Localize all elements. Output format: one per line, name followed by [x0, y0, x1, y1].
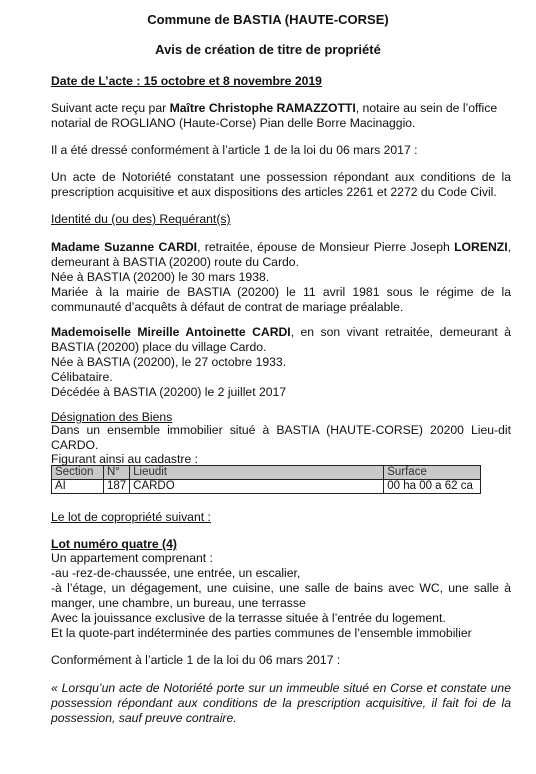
cadastre-label: Figurant ainsi au cadastre :	[51, 452, 199, 466]
cadastre-header-cell: Lieudit	[130, 466, 384, 480]
requerant-2-death: Décédée à BASTIA (20200) le 2 juillet 2017	[51, 385, 287, 399]
notaire-intro-end: , notaire au sein de l’office	[355, 101, 498, 115]
quote-line-2: possession répondant aux conditions de la prescription acquisitive, il fait foi de la	[51, 696, 511, 710]
lot-line: Un appartement comprenant :	[51, 551, 213, 565]
biens-line-2: CARDO.	[51, 438, 99, 452]
requerant-1-comma: ,	[507, 240, 511, 254]
table-row	[52, 480, 481, 494]
lot-line: manger, une chambre, un bureau, une terrasse	[51, 596, 306, 610]
requerant-1-birth: Née à BASTIA (20200) le 30 mars 1938.	[51, 270, 270, 284]
lot-heading: Lot numéro quatre (4)	[51, 537, 177, 551]
requerant-2-birth: Née à BASTIA (20200), le 27 octobre 1933.	[51, 355, 287, 369]
requerant-1-marriage: Mariée à la mairie de BASTIA (20200) le 11 avril 1981 sous le régime de la	[51, 285, 511, 299]
biens-line-1: Dans un ensemble immobilier situé à BASTIA (HAUTE-CORSE) 20200 Lieu-dit	[51, 423, 511, 437]
requerant-2-address: BASTIA (20200) place du village Cardo.	[51, 340, 267, 354]
requerant-1-desc: , retraitée, épouse de Monsieur Pierre Joseph	[197, 240, 455, 254]
cadastre-cell-number: 187	[103, 480, 129, 494]
notaire-intro: Suivant acte reçu par	[51, 101, 170, 115]
copropriete-heading: Le lot de copropriété suivant :	[51, 510, 211, 524]
cadastre-cell-section: AI	[52, 480, 104, 494]
quote-line-1: « Lorsqu’un acte de Notoriété porte sur un immeuble situé en Corse et constate une	[51, 681, 511, 695]
requerant-2-name: Mademoiselle Mireille Antoinette CARDI	[51, 325, 291, 339]
lot-line: Avec la jouissance exclusive de la terrasse située à l’entrée du logement.	[51, 611, 446, 625]
cadastre-header-cell: Surface	[384, 466, 481, 480]
requerant-2-desc: , en son vivant retraitée, demeurant à	[290, 325, 511, 339]
cadastre-header-row	[52, 466, 481, 480]
requerant-1-name: Madame Suzanne CARDI	[51, 240, 198, 254]
requerant-2-line-1	[51, 325, 511, 340]
notaire-office: notarial de ROGLIANO (Haute-Corse) Pian delle Borre Macinaggio.	[51, 116, 416, 130]
notice-title: Avis de création de titre de propriété	[155, 42, 381, 57]
commune-title: Commune de BASTIA (HAUTE-CORSE)	[147, 12, 389, 27]
requerant-1-regime: communauté d’acquêts à défaut de contrat de mariage préalable.	[51, 300, 404, 314]
lot-line: Et la quote-part indéterminée des parties communes de l’ensemble immobilier	[51, 626, 472, 640]
conformement-paragraph: Conformément à l’article 1 de la loi du 06 mars 2017 :	[51, 653, 341, 667]
lot-line: -au -rez-de-chaussée, une entrée, un escalier,	[51, 566, 301, 580]
requerant-1-line-1	[51, 240, 511, 255]
article-paragraph: Il a été dressé conformément à l’article 1 de la loi du 06 mars 2017 :	[51, 143, 418, 157]
requerant-1-address: demeurant à BASTIA (20200) route du Cardo.	[51, 255, 299, 269]
quote-line-3: possession, sauf preuve contraire.	[51, 711, 237, 725]
requerant-2-status: Célibataire.	[51, 370, 113, 384]
biens-heading: Désignation des Biens	[51, 410, 173, 424]
acte-date: Date de L’acte : 15 octobre et 8 novembre 2019	[51, 74, 322, 88]
notoriete-line-1: Un acte de Notoriété constatant une possession répondant aux conditions de la	[51, 170, 511, 184]
cadastre-header-cell: Section	[52, 466, 104, 480]
cadastre-cell-surface: 00 ha 00 a 62 ca	[384, 480, 481, 494]
cadastre-header-cell: N°	[103, 466, 129, 480]
cadastre-cell-lieudit: CARDO	[130, 480, 384, 494]
notaire-paragraph	[51, 101, 511, 116]
notaire-name: Maître Christophe RAMAZZOTTI	[169, 101, 356, 115]
lot-line: -à l’étage, un dégagement, une cuisine, une salle de bains avec WC, une salle à	[51, 581, 511, 595]
notoriete-line-2: prescription acquisitive et aux dispositions des articles 2261 et 2272 du Code Civil.	[51, 185, 497, 199]
requerant-1-spouse: LORENZI	[454, 240, 508, 254]
cadastre-table	[51, 465, 481, 494]
requerants-heading: Identité du (ou des) Requérant(s)	[51, 212, 231, 226]
